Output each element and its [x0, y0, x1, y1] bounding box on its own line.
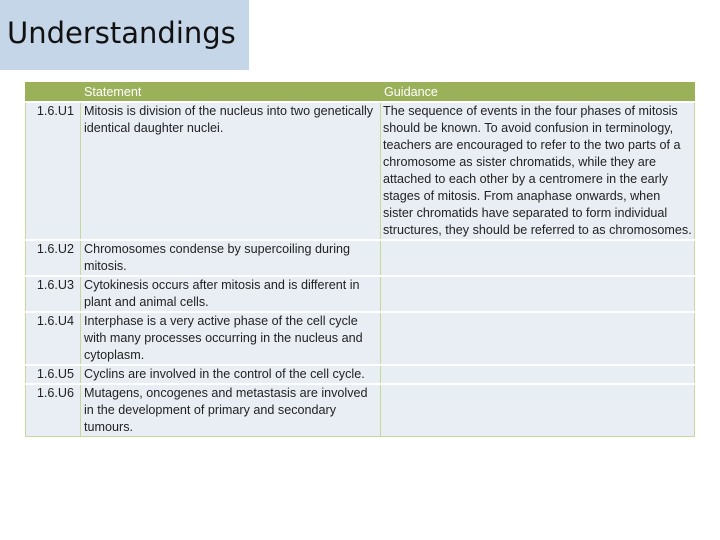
row-guidance: [381, 384, 695, 437]
table-row: [26, 384, 695, 437]
header-id: [26, 83, 81, 103]
row-statement: Mutagens, oncogenes and metastasis are involved in the development of primary and secondary tumours.: [81, 384, 381, 437]
row-guidance: [381, 276, 695, 312]
table-row: [26, 365, 695, 384]
table-header-row: [26, 83, 695, 103]
header-guidance: Guidance: [381, 83, 695, 103]
table-row: [26, 276, 695, 312]
slide-title-box: [0, 0, 249, 70]
row-statement: Mitosis is division of the nucleus into two genetically identical daughter nuclei.: [81, 102, 381, 240]
row-guidance: [381, 365, 695, 384]
row-id: 1.6.U3: [26, 276, 81, 312]
row-guidance: [381, 240, 695, 276]
table-row: [26, 102, 695, 240]
table-row: [26, 312, 695, 365]
row-id: 1.6.U5: [26, 365, 81, 384]
row-id: 1.6.U1: [26, 102, 81, 240]
slide-title: Understandings: [7, 16, 236, 50]
row-guidance: [381, 312, 695, 365]
row-statement: Chromosomes condense by supercoiling during mitosis.: [81, 240, 381, 276]
understandings-table: [25, 82, 695, 437]
table-row: [26, 240, 695, 276]
row-statement: Interphase is a very active phase of the cell cycle with many processes occurring in the nucleus and cytoplasm.: [81, 312, 381, 365]
row-statement: Cyclins are involved in the control of the cell cycle.: [81, 365, 381, 384]
row-statement: Cytokinesis occurs after mitosis and is different in plant and animal cells.: [81, 276, 381, 312]
row-id: 1.6.U4: [26, 312, 81, 365]
row-id: 1.6.U2: [26, 240, 81, 276]
header-statement: Statement: [81, 83, 381, 103]
row-guidance: The sequence of events in the four phases of mitosis should be known. To avoid confusion in terminology, teachers are encouraged to refer to the two parts of a chromosome as sister chromatids, while they are attached to each other by a centromere in the early stages of mitosis. From anaphase onwards, when sister chromatids have separated to form individual structures, they should be referred to as chromosomes.: [381, 102, 695, 240]
row-id: 1.6.U6: [26, 384, 81, 437]
